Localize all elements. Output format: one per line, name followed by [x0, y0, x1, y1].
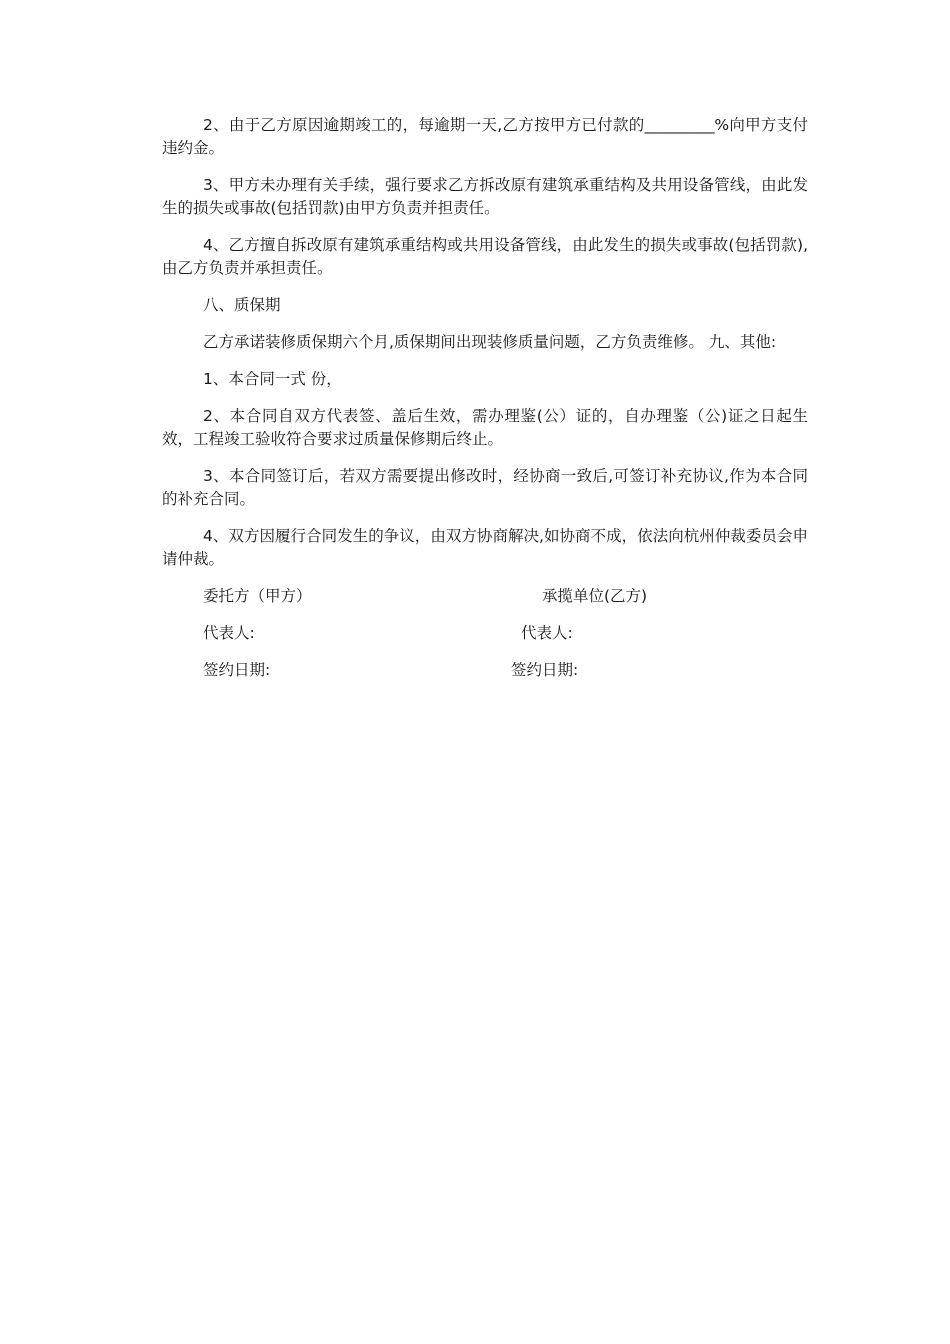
signature-row-representatives	[162, 622, 808, 645]
section-9-item-1: 1、本合同一式 份，	[203, 370, 342, 388]
party-a-label: 委托方（甲方）	[203, 587, 312, 605]
section-9-item-4: 4、双方因履行合同发生的争议，由双方协商解决,如协商不成，依法向杭州仲裁委员会申请仲裁。	[162, 527, 808, 568]
rep-a-label: 代表人:	[203, 624, 255, 642]
clause-4-party-b-liability: 4、乙方擅自拆改原有建筑承重结构或共用设备管线，由此发生的损失或事故(包括罚款),由乙方负责并承担责任。	[162, 236, 808, 277]
clause-2-late-completion: 2、由于乙方原因逾期竣工的，每逾期一天,乙方按甲方已付款的_________%向甲方支付违约金。	[162, 116, 808, 157]
date-b-label: 签约日期:	[511, 661, 579, 679]
signature-row-dates	[162, 659, 808, 682]
party-b-label: 承揽单位(乙方)	[542, 587, 648, 605]
rep-b-label: 代表人:	[521, 624, 573, 642]
date-a-label: 签约日期:	[203, 661, 271, 679]
section-8-heading: 八、质保期	[203, 296, 281, 314]
section-8-body: 乙方承诺装修质保期六个月,质保期间出现装修质量问题，乙方负责维修。 九、其他:	[203, 333, 777, 351]
signature-row-parties	[162, 585, 808, 608]
section-9-item-3: 3、本合同签订后，若双方需要提出修改时，经协商一致后,可签订补充协议,作为本合同的补充合同。	[162, 467, 808, 508]
contract-page	[162, 114, 808, 696]
clause-3-party-a-liability: 3、甲方未办理有关手续，强行要求乙方拆改原有建筑承重结构及共用设备管线，由此发生的损失或事故(包括罚款)由甲方负责并担责任。	[162, 176, 808, 217]
section-9-item-2: 2、本合同自双方代表签、盖后生效，需办理鉴(公）证的，自办理鉴（公)证之日起生效，工程竣工验收符合要求过质量保修期后终止。	[162, 407, 808, 448]
